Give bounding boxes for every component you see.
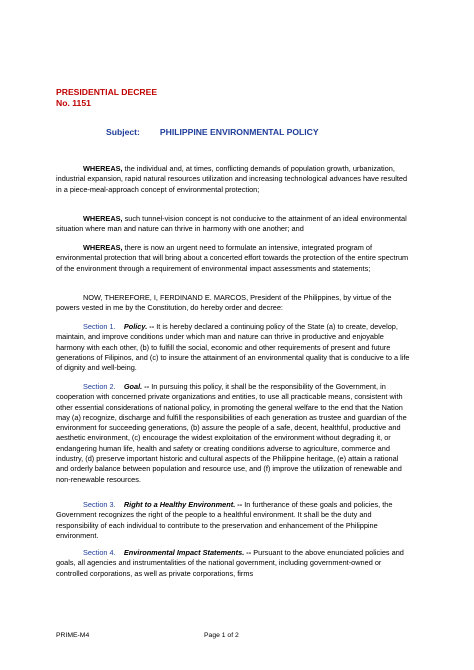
section-3-title: Right to a Healthy Environment. — [123, 500, 236, 509]
section-3 — [56, 500, 412, 541]
section-3-text: In furtherance of these goals and policies, the Government recognizes the right of the people to a healthful environment. It shall be the duty and responsibility of each individual to contribute to the preservation and enhancement of the Philippine environment. — [56, 500, 393, 540]
footer-code: PRIME-M4 — [56, 632, 90, 639]
section-2-dash: -- — [142, 382, 152, 391]
subject-value: PHILIPPINE ENVIRONMENTAL POLICY — [159, 127, 319, 137]
section-4-text: Pursuant to the above enunciated policies and goals, all agencies and instrumentalities of the national government, including government-owned or controlled corporations, as well as private corporations, firms — [56, 548, 404, 578]
subject-line — [106, 127, 319, 137]
section-4 — [56, 548, 412, 579]
section-1-number: Section 1. — [83, 322, 116, 331]
decree-clause — [56, 293, 412, 314]
section-3-dash: -- — [235, 500, 245, 509]
section-2-text: In pursuing this policy, it shall be the responsibility of the Government, in cooperation with concerned private organizations and entities, to use all practicable means, consistent with other essential considerations of national policy, in promoting the general welfare to the end that the Nation may (a) recognize, discharge and fulfill the responsibilities of each generation as trustee and guardian of the environment for succeeding generations, (b) assure the people of a safe, decent, healthful, productive and aesthetic environment, (c) encourage the widest exploitation of the environment without degrading it, or endangering human life, health and safety or creating conditions adverse to agriculture, commerce and industry, (d) preserve important historic and cultural aspects of the Philippine heritage, (e) attain a rational and orderly balance between population and resource use, and (f) improve the utilization of renewable and non-renewable resources. — [56, 382, 407, 484]
whereas-2-text: such tunnel-vision concept is not conducive to the attainment of an ideal environmental situation where man and nature can thrive in harmony with one another; and — [56, 214, 407, 234]
section-1-dash: -- — [147, 322, 157, 331]
whereas-2 — [56, 214, 412, 235]
section-1 — [56, 322, 412, 373]
decree-number: No. 1151 — [56, 98, 91, 108]
section-1-text: It is hereby declared a continuing policy of the State (a) to create, develop, maintain, and improve conditions under which man and nature can thrive in productive and enjoyable harmony with each other, (b) to fulfill the social, economic and other requirements of present and future generations of Filipinos, and (c) to insure the attainment of an environmental quality that is conducive to a life of dignity and well-being. — [56, 322, 410, 373]
whereas-2-lead: WHEREAS, — [83, 214, 123, 223]
decree-clause-text: NOW, THEREFORE, I, FERDINAND E. MARCOS, President of the Philippines, by virtue of the powers vested in me by the Constitution, do hereby order and decree: — [56, 293, 392, 313]
decree-title: PRESIDENTIAL DECREE — [56, 87, 158, 97]
section-4-number: Section 4. — [83, 548, 116, 557]
whereas-1-text: the individual and, at times, conflicting demands of population growth, urbanization, industrial expansion, rapid natural resources utilization and increasing technological advances have resulted in a piece-meal-approach concept of environmental protection; — [56, 164, 408, 194]
page-number: Page 1 of 2 — [204, 632, 239, 639]
whereas-3-lead: WHEREAS, — [83, 243, 123, 252]
whereas-1-lead: WHEREAS, — [83, 164, 123, 173]
section-2 — [56, 382, 412, 485]
whereas-1 — [56, 164, 412, 195]
section-2-number: Section 2. — [83, 382, 116, 391]
section-3-number: Section 3. — [83, 500, 116, 509]
section-2-title: Goal. — [123, 382, 143, 391]
subject-label: Subject: — [106, 127, 140, 137]
whereas-3-text: there is now an urgent need to formulate an intensive, integrated program of environmental protection that will bring about a concerted effort towards the protection of the entire spectrum of the environment through a requirement of environmental impact assessments and statements; — [56, 243, 409, 273]
whereas-3 — [56, 243, 412, 274]
section-4-dash: -- — [244, 548, 254, 557]
section-1-title: Policy. — [123, 322, 148, 331]
section-4-title: Environmental Impact Statements. — [123, 548, 245, 557]
